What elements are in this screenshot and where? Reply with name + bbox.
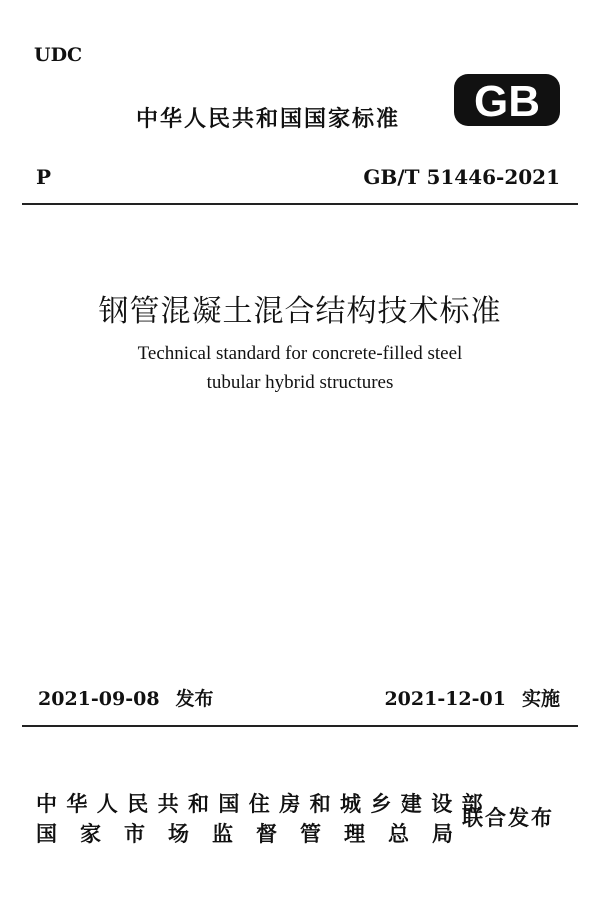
issuer-ministry: 中华人民共和国住房和城乡建设部 — [36, 792, 492, 816]
effective-label: 实施 — [521, 688, 560, 710]
title-english-line1: Technical standard for concrete-filled steel — [137, 343, 463, 364]
issue-label: 发布 — [175, 688, 214, 710]
top-divider — [22, 203, 578, 205]
issue-date-block — [38, 684, 214, 711]
national-standard-heading: 中华人民共和国国家标准 — [136, 107, 401, 132]
standard-number: GB/T 51446-2021 — [363, 165, 560, 189]
title-chinese: 钢管混凝土混合结构技术标准 — [98, 294, 502, 329]
classification-code: P — [36, 165, 52, 189]
svg-text:GB: GB — [474, 77, 540, 126]
udc-label: UDC — [34, 44, 83, 66]
gb-logo — [452, 72, 562, 128]
issue-date: 2021-09-08 — [38, 688, 160, 710]
effective-date-block — [384, 684, 560, 711]
bottom-divider — [22, 725, 578, 727]
issuer-administration: 国家市场监督管理总局 — [36, 822, 476, 846]
effective-date: 2021-12-01 — [384, 688, 506, 710]
title-english-line2: tubular hybrid structures — [206, 372, 394, 393]
joint-issue-label: 联合发布 — [462, 806, 554, 830]
